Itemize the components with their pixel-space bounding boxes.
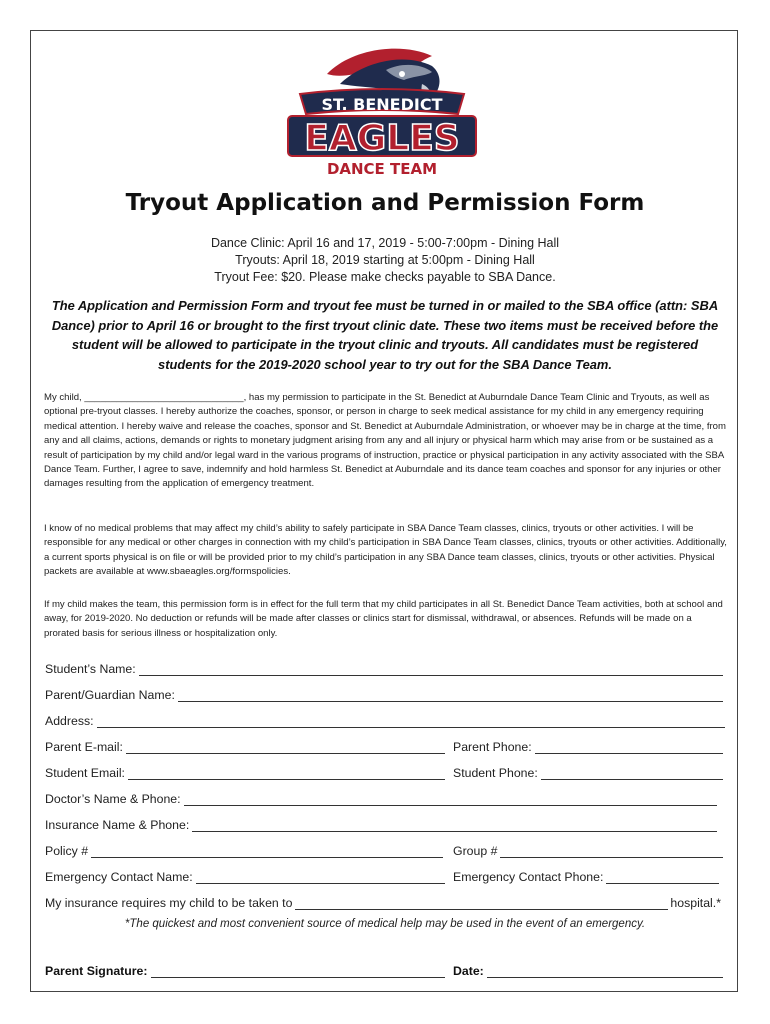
parent-phone-line[interactable] (535, 741, 723, 754)
student-email-field[interactable] (45, 762, 445, 780)
student-email-label: Student Email: (45, 766, 125, 780)
hospital-label: My insurance requires my child to be taken to (45, 896, 293, 910)
emergency-phone-line[interactable] (606, 871, 719, 884)
address-row (45, 710, 725, 728)
policy-label: Policy # (45, 844, 89, 858)
student-phone-line[interactable] (541, 767, 723, 780)
parent-name-label: Parent/Guardian Name: (45, 688, 175, 702)
parent-signature-field[interactable] (45, 960, 445, 978)
team-logo (282, 44, 482, 178)
parent-phone-field[interactable] (453, 736, 723, 754)
student-phone-field[interactable] (453, 762, 723, 780)
submission-notice: The Application and Permission Form and tryout fee must be turned in or mailed to the SBA office (attn: SBA Dance) prior to April 16 or brought to the first tryout clinic date. These two items must be received before the student will be allowed to participate in the tryout clinic and tryouts. All candidates must be registered students for the 2019-2020 school year to try out for the SBA Dance Team. (51, 298, 719, 372)
emergency-row (45, 866, 725, 884)
emergency-name-label: Emergency Contact Name: (45, 870, 193, 884)
fee-info: Tryout Fee: $20. Please make checks payable to SBA Dance. (214, 270, 556, 284)
page-title: Tryout Application and Permission Form (125, 190, 645, 216)
hospital-row (45, 892, 725, 910)
insurance-label: Insurance Name & Phone: (45, 818, 190, 832)
date-field[interactable] (453, 960, 723, 978)
emergency-name-field[interactable] (45, 866, 445, 884)
parent-signature-line[interactable] (151, 965, 446, 978)
hospital-suffix: hospital.* (670, 896, 721, 910)
group-line[interactable] (500, 845, 723, 858)
logo-line1: ST. BENEDICT (321, 95, 443, 114)
policy-field[interactable] (45, 840, 443, 858)
doctor-field[interactable] (45, 788, 717, 806)
insurance-line[interactable] (192, 819, 717, 832)
date-label: Date: (453, 964, 484, 978)
consent-paragraph: My child, ______________________________, has my permission to participate in the St. Benedict at Auburndale Dance Team Clinic and Tryouts, as well as optional pre-tryout classes. I hereby authorize the coaches, sponsor, or person in charge to seek medical assistance for my child in any emergency requiring medical attention. I hereby waive and release the coaches, sponsor and St. Benedict at Auburndale Administration, or whoever may be in charge at the time, from any and all claims, actions, demands or rights to monetary judgment arising from any and all injury or physical harm which may arise from or be sustained as a result of participation by my child and/or legal ward in the various programs of instruction, practice or physical participation in any activity associated with the SBA Dance Team. Further, I agree to save, indemnify and hold harmless St. Benedict at Auburndale and its dance team coaches and sponsor for any injuries or other damages resulting from the application of emergency treatment. (44, 392, 726, 490)
parent-contact-row (45, 736, 725, 754)
doctor-row (45, 788, 725, 806)
group-label: Group # (453, 844, 498, 858)
signature-row (45, 960, 725, 978)
student-name-line[interactable] (139, 663, 723, 676)
logo-line3: DANCE TEAM (326, 160, 438, 178)
student-phone-label: Student Phone: (453, 766, 538, 780)
student-name-field[interactable] (45, 658, 723, 676)
parent-email-line[interactable] (126, 741, 445, 754)
student-email-line[interactable] (128, 767, 445, 780)
student-contact-row (45, 762, 725, 780)
date-line[interactable] (487, 965, 723, 978)
doctor-label: Doctor’s Name & Phone: (45, 792, 181, 806)
policy-line[interactable] (91, 845, 443, 858)
hospital-line[interactable] (295, 897, 668, 910)
hospital-field[interactable] (45, 892, 721, 910)
address-field[interactable] (45, 710, 725, 728)
clinic-info: Dance Clinic: April 16 and 17, 2019 - 5:00-7:00pm - Dining Hall (210, 236, 560, 250)
term-paragraph: If my child makes the team, this permission form is in effect for the full term that my child participates in all St. Benedict Dance Team activities, both at school and away, for 2019-2020. No deduction or refunds will be made after classes or clinics start for dismissal, withdrawal, or absences. Refunds will be made on a prorated basis for serious illness or hospitalization only. (44, 599, 723, 639)
parent-email-field[interactable] (45, 736, 445, 754)
parent-name-line[interactable] (178, 689, 723, 702)
emergency-footnote: *The quickest and most convenient source of medical help may be used in the event of an emergency. (124, 918, 646, 930)
emergency-phone-field[interactable] (453, 866, 719, 884)
parent-email-label: Parent E-mail: (45, 740, 123, 754)
group-field[interactable] (453, 840, 723, 858)
emergency-name-line[interactable] (196, 871, 445, 884)
parent-signature-label: Parent Signature: (45, 964, 148, 978)
medical-paragraph: I know of no medical problems that may affect my child’s ability to safely participate in SBA Dance Team classes, clinics, tryouts or other activities. I will be responsible for any medical or other charges in connection with my child’s participation in SBA Dance Team classes, clinics, tryouts or other activities. Additionally, a current sports physical is on file or will be provided prior to my child’s participation in any SBA Dance team classes, clinics, tryouts or other activities. Physical packets are available at www.sbaeagles.org/formspolicies. (44, 523, 727, 578)
insurance-row (45, 814, 725, 832)
emergency-phone-label: Emergency Contact Phone: (453, 870, 604, 884)
logo-line2: EAGLES (304, 118, 460, 159)
policy-row (45, 840, 725, 858)
insurance-field[interactable] (45, 814, 717, 832)
student-name-row (45, 658, 725, 676)
student-name-label: Student’s Name: (45, 662, 136, 676)
parent-name-field[interactable] (45, 684, 723, 702)
doctor-line[interactable] (184, 793, 717, 806)
tryouts-info: Tryouts: April 18, 2019 starting at 5:00pm - Dining Hall (235, 253, 535, 267)
address-line[interactable] (97, 715, 725, 728)
parent-name-row (45, 684, 725, 702)
address-label: Address: (45, 714, 94, 728)
parent-phone-label: Parent Phone: (453, 740, 532, 754)
